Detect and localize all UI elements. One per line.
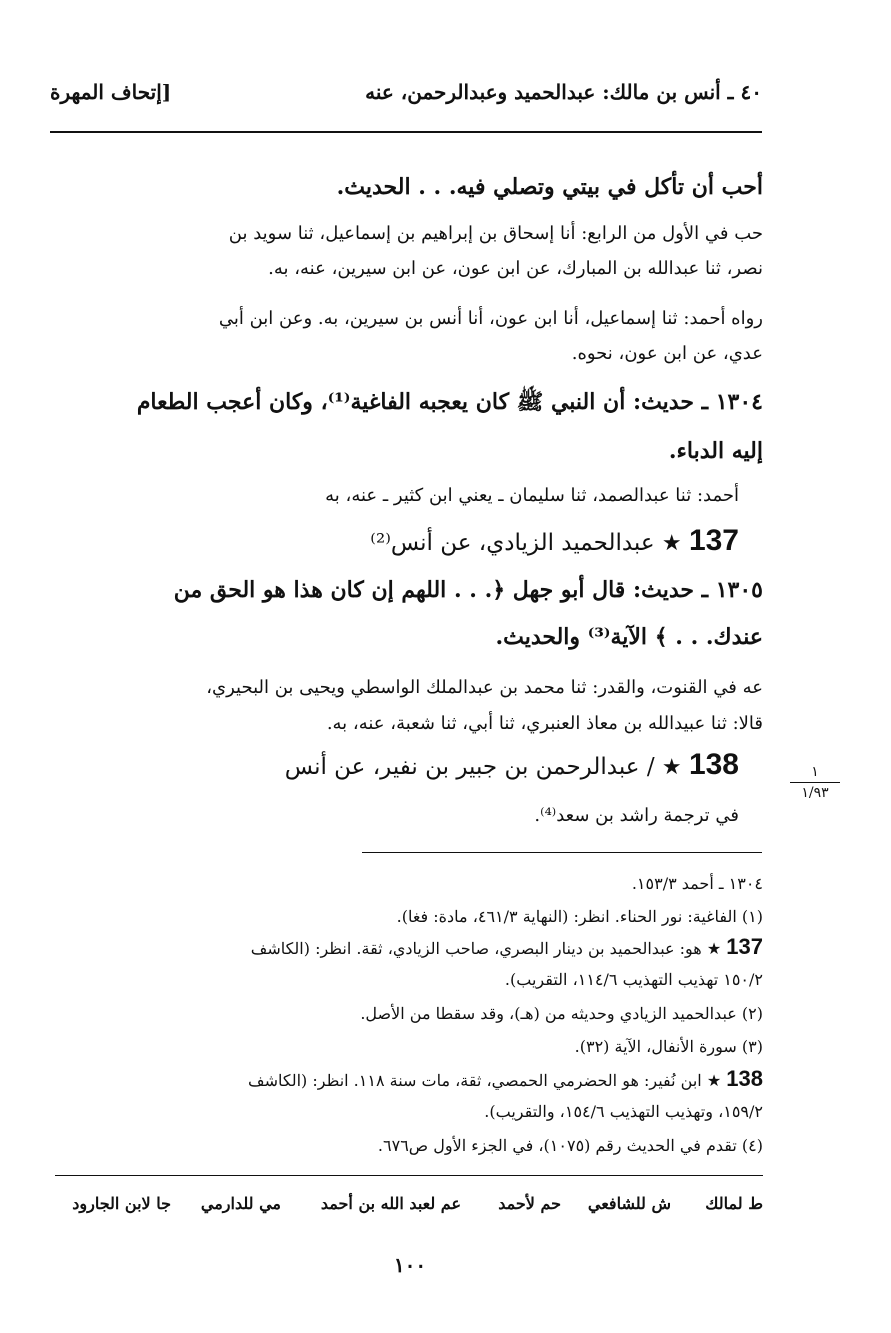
text-line: قالا: ثنا عبيدالله بن معاذ العنبري، ثنا أبي، ثنا شعبة، عنه، به. [326, 713, 763, 734]
star-icon: ★ [661, 755, 682, 780]
text-line: إليه الدباء. [668, 438, 763, 464]
footnote-rule [362, 852, 762, 853]
margin-page-reference [790, 764, 840, 801]
narrator-entry-138 [39, 748, 739, 782]
abbreviations-rule [55, 1175, 763, 1176]
hadith-heading: ١٣٠٥ ـ حديث: قال أبو جهل ﴿. . . اللهم إن كان هذا هو الحق من [173, 577, 763, 603]
footnote-line: ١٣٠٤ ـ أحمد ١٥٣/٣. [631, 874, 763, 893]
text-line: عندك. . . ﴾ الآية⁽³⁾ والحديث. [495, 624, 763, 650]
footnote-entry [63, 934, 763, 960]
header-rule [50, 131, 762, 133]
footnote-number: 138 [726, 1066, 763, 1091]
abbreviation-ahmad: حم لأحمد [498, 1194, 561, 1213]
footnote-line: ١٥٠/٢ تهذيب التهذيب ١١٤/٦، التقريب). [504, 970, 763, 989]
footnote-text: ابن نُفير: هو الحضرمي الحمصي، ثقة، مات سنة ١١٨. انظر: (الكاشف [248, 1071, 702, 1090]
entry-text: عبدالحميد الزيادي، عن أنس⁽²⁾ [370, 530, 655, 556]
header-book-name: [إتحاف المهرة [50, 80, 172, 104]
abbreviation-jarud: جا لابن الجارود [72, 1194, 171, 1213]
margin-ref-bottom: ١/٩٣ [801, 785, 829, 801]
footnote-line: (٢) عبدالحميد الزيادي وحديثه من (هـ)، وقد سقطا من الأصل. [360, 1004, 763, 1023]
star-icon: ★ [706, 1071, 722, 1090]
hadith-heading: ١٣٠٤ ـ حديث: أن النبي ﷺ كان يعجبه الفاغية⁽¹⁾، وكان أعجب الطعام [136, 389, 763, 415]
margin-ref-top: ١ [790, 764, 840, 783]
abbreviation-malik: ط لمالك [705, 1194, 763, 1213]
text-line: رواه أحمد: ثنا إسماعيل، أنا ابن عون، أنا أنس بن سيرين، به. وعن ابن أبي [218, 308, 763, 329]
text-line: نصر، ثنا عبدالله بن المبارك، عن ابن عون، عن ابن سيرين، عنه، به. [268, 258, 763, 279]
footnote-line: (١) الفاغية: نور الحناء. انظر: (النهاية ٤٦١/٣، مادة: فغا). [396, 907, 763, 926]
star-icon: ★ [706, 939, 722, 958]
footnote-line: ١٥٩/٢، وتهذيب التهذيب ١٥٤/٦، والتقريب). [484, 1102, 763, 1121]
abbreviation-darimi: مي للدارمي [200, 1194, 281, 1213]
text-line: أحمد: ثنا عبدالصمد، ثنا سليمان ـ يعني ابن كثير ـ عنه، به [325, 485, 739, 506]
entry-text: / عبدالرحمن بن جبير بن نفير، عن أنس [284, 754, 655, 780]
text-line: أحب أن تأكل في بيتي وتصلي فيه. . . الحديث. [336, 174, 763, 200]
page-number: ١٠٠ [393, 1253, 427, 1277]
header-title: ٤٠ ـ أنس بن مالك: عبدالحميد وعبدالرحمن، عنه [365, 80, 762, 104]
footnote-number: 137 [726, 934, 763, 959]
running-header [50, 80, 762, 116]
text-line: في ترجمة راشد بن سعد⁽⁴⁾. [534, 805, 739, 826]
footnote-text: هو: عبدالحميد بن دينار البصري، صاحب الزيادي، ثقة. انظر: (الكاشف [250, 939, 702, 958]
abbreviation-abdullah: عم لعبد الله بن أحمد [320, 1194, 461, 1213]
abbreviation-shafii: ش للشافعي [587, 1194, 671, 1213]
footnote-line: (٤) تقدم في الحديث رقم (١٠٧٥)، في الجزء الأول ص٦٧٦. [377, 1136, 763, 1155]
narrator-entry-137 [39, 524, 739, 558]
text-line: عه في القنوت، والقدر: ثنا محمد بن عبدالملك الواسطي ويحيى بن البحيري، [206, 677, 763, 698]
entry-number: 138 [688, 748, 739, 781]
text-line: حب في الأول من الرابع: أنا إسحاق بن إبراهيم بن إسماعيل، ثنا سويد بن [228, 223, 763, 244]
entry-number: 137 [688, 524, 739, 557]
footnote-entry [63, 1066, 763, 1092]
star-icon: ★ [661, 531, 682, 556]
text-line: عدي، عن ابن عون، نحوه. [571, 343, 763, 364]
footnote-line: (٣) سورة الأنفال، الآية (٣٢). [574, 1037, 763, 1056]
